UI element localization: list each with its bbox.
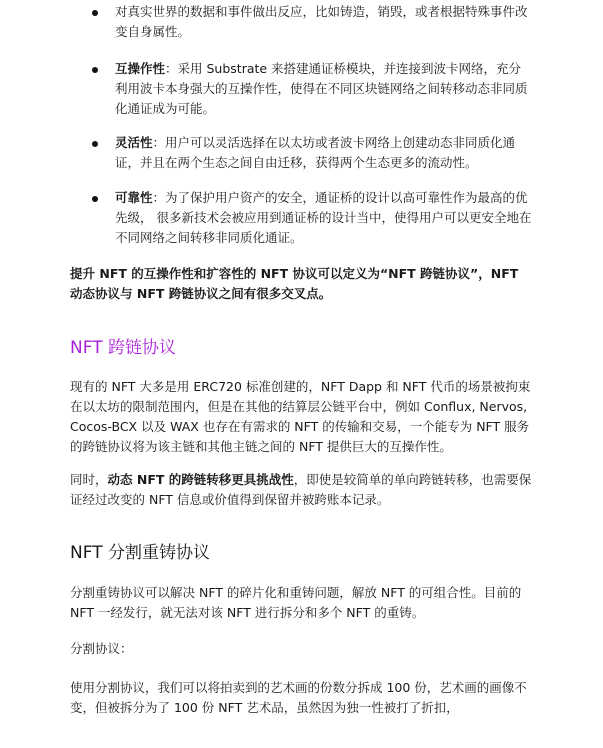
section-heading-crosschain: NFT 跨链协议: [70, 338, 176, 358]
paragraph-emphasis: 动态 NFT 的跨链转移更具挑战性: [107, 472, 294, 487]
bullet-dot: [92, 141, 98, 147]
bullet-text: ：为了保护用户资产的安全，通证桥的设计以高可靠性作为最高的优先级， 很多新技术会被应用到通证桥的设计当中，使得用户可以更安全地在不同网络之间转移非同质化通证。: [115, 190, 532, 245]
section-heading-split-remint: NFT 分割重铸协议: [70, 543, 210, 563]
bullet-text: ：用户可以灵活选择在以太坊或者波卡网络上创建动态非同质化通证，并且在两个生态之间自由迁移，获得两个生态更多的流动性。: [115, 135, 516, 170]
summary-paragraph: 提升 NFT 的互操作性和扩容性的 NFT 协议可以定义为“NFT 跨链协议”，NFT 动态协议与 NFT 跨链协议之间有很多交叉点。: [70, 266, 519, 301]
bullet-dot: [92, 196, 98, 202]
bullet-item: [115, 2, 533, 42]
paragraph: 使用分割协议，我们可以将拍卖到的艺术画的份数分拆成 100 份，艺术画的画像不变，但被拆分为了 100 份 NFT 艺术品，虽然因为独一性被打了折扣，: [70, 680, 527, 715]
bullet-text: ：采用 Substrate 来搭建通证桥模块，并连接到波卡网络，充分利用波卡本身强大的互操作性，使得在不同区块链网络之间转移动态非同质化通证成为可能。: [115, 61, 528, 116]
bullet-item: [115, 188, 533, 248]
paragraph-prefix: 同时，: [70, 472, 108, 487]
bullet-term: 灵活性: [115, 135, 153, 150]
bullet-term: 可靠性: [115, 190, 153, 205]
paragraph: [70, 470, 532, 510]
bullet-item: [115, 59, 533, 119]
paragraph-text: ，即使是较简单的单向跨链转移，也需要保证经过改变的 NFT 信息或价值得到保留并被跨账本记录。: [70, 472, 532, 507]
paragraph: 分割重铸协议可以解决 NFT 的碎片化和重铸问题，解放 NFT 的可组合性。目前的 NFT 一经发行，就无法对该 NFT 进行拆分和多个 NFT 的重铸。: [70, 585, 522, 620]
bullet-dot: [92, 10, 98, 16]
subheading-label: 分割协议：: [70, 641, 133, 656]
paragraph: 现有的 NFT 大多是用 ERC720 标准创建的，NFT Dapp 和 NFT 代币的场景被拘束在以太坊的限制范围内，但是在其他的结算层公链平台中，例如 Conflux, Nervos, Cocos-BCX 以及 WAX 也存在有需求的 NFT 的传输和交易，一个能专为 NFT 服务的跨链协议将为该主链和其他主链之间的 NFT 提供巨大的互操作性。: [70, 379, 531, 454]
bullet-dot: [92, 67, 98, 73]
bullet-term: 互操作性: [115, 61, 166, 76]
bullet-item: [115, 133, 533, 173]
bullet-text: 对真实世界的数据和事件做出反应，比如铸造，销毁，或者根据特殊事件改变自身属性。: [115, 4, 528, 39]
